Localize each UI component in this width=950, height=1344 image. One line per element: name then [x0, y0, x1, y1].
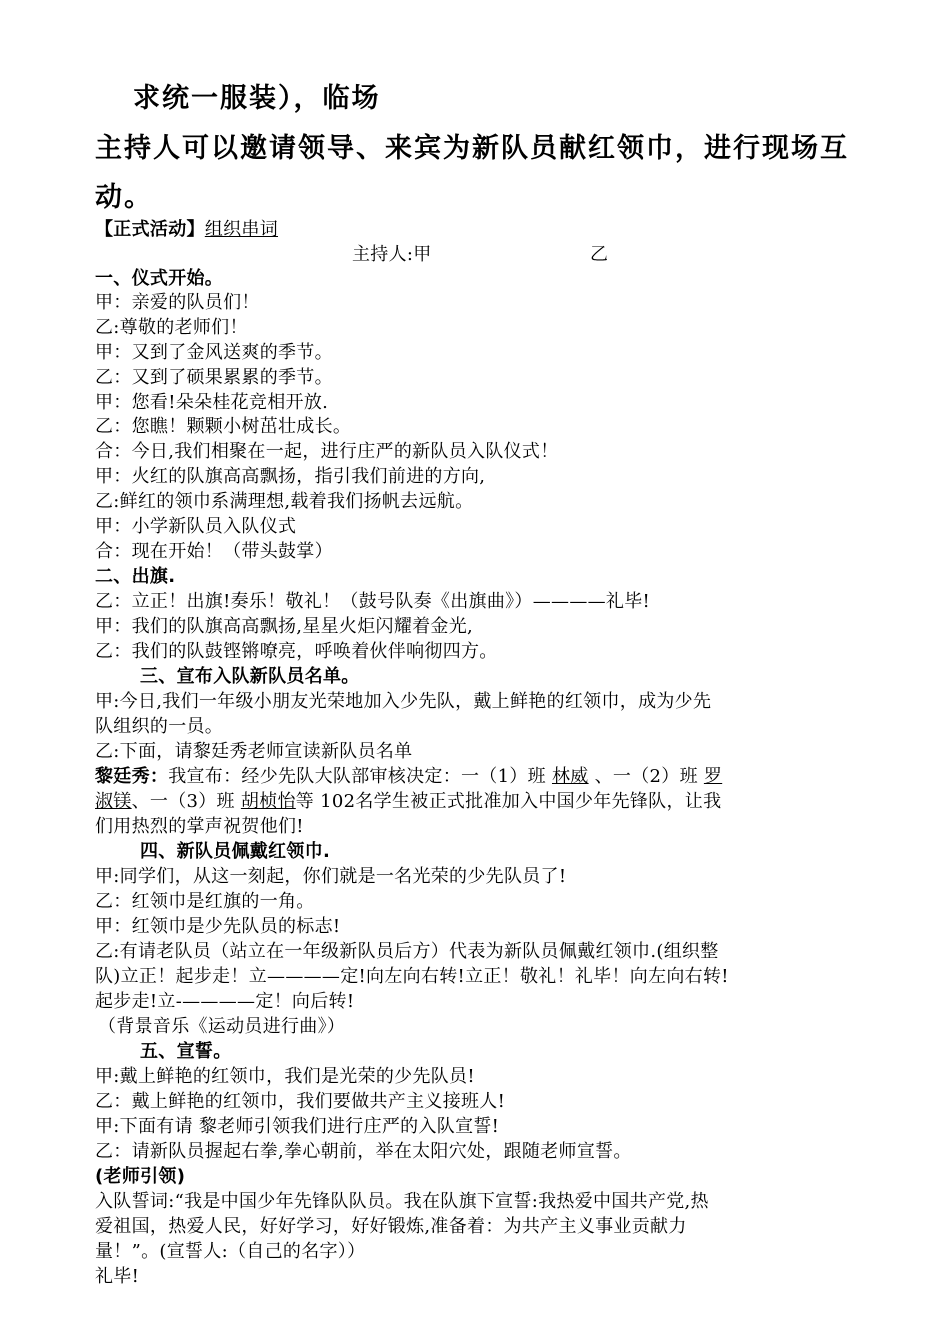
section-3-heading: 三、宣布入队新队员名单。	[140, 666, 360, 687]
section-4-heading: 四、新队员佩戴红领巾.	[140, 841, 331, 862]
speaker-name: 黎廷秀：	[95, 766, 169, 787]
s1-line: 合：现在开始！（带头鼓掌）	[95, 541, 333, 562]
s1-line: 甲：您看!朵朵桂花竞相开放.	[95, 392, 329, 413]
s4-line: 起步走!立-————定！向后转!	[95, 991, 355, 1012]
s2-line: 甲：我们的队旗高高飘扬,星星火炬闪耀着金光,	[95, 616, 474, 637]
announcement-text: 我宣布：经少先队大队部审核决定：一（1）班	[168, 766, 552, 787]
s3-line: 们用热烈的掌声祝贺他们!	[95, 816, 304, 837]
s1-line: 甲：又到了金风送爽的季节。	[95, 342, 333, 363]
announcement-text: 、一（2）班	[588, 766, 704, 787]
s1-line: 乙:鲜红的领巾系满理想,载着我们扬帆去远航。	[95, 491, 474, 512]
s5-line: 乙：戴上鲜艳的红领巾，我们要做共产主义接班人!	[95, 1091, 506, 1112]
s4-line: 队)立正！起步走！立————定!向左向右转!立正！敬礼！礼毕！向左向右转!	[95, 966, 729, 987]
announcement-text: 、一（3）班	[131, 791, 241, 812]
oath-line: 量！”。(宣誓人:（自己的名字））	[95, 1241, 366, 1262]
section-2-heading: 二、出旗.	[95, 566, 176, 587]
s1-line: 乙：又到了硕果累累的季节。	[95, 367, 333, 388]
activity-title: 组织串词	[204, 219, 279, 240]
s4-line: （背景音乐《运动员进行曲》）	[98, 1016, 346, 1037]
intro-line-1: 求统一服装），临场	[133, 83, 381, 114]
s2-line: 乙：立正！出旗!奏乐！敬礼！（鼓号队奏《出旗曲》）————礼毕!	[95, 591, 651, 612]
s5-line: 甲:下面有请 黎老师引领我们进行庄严的入队宣誓!	[95, 1116, 500, 1137]
oath-line: 爱祖国，热爱人民，好好学习，好好锻炼,准备着：为共产主义事业贡献力	[95, 1216, 687, 1237]
section-1-heading: 一、仪式开始。	[95, 268, 224, 289]
intro-line-2: 主持人可以邀请领导、来宾为新队员献红领巾，进行现场互	[95, 133, 849, 164]
s4-line: 乙：红领巾是红旗的一角。	[95, 891, 315, 912]
s1-line: 合：今日,我们相聚在一起，进行庄严的新队员入队仪式！	[95, 441, 559, 462]
student-name: 胡桢怡	[240, 791, 296, 812]
s1-line: 甲：小学新队员入队仪式	[95, 516, 297, 537]
student-name: 罗	[703, 766, 723, 787]
s4-line: 甲:同学们，从这一刻起，你们就是一名光荣的少先队员了!	[95, 866, 567, 887]
s4-line: 乙:有请老队员（站立在一年级新队员后方）代表为新队员佩戴红领巾.(组织整	[95, 941, 719, 962]
announcement-text: 等 102名学生被正式批准加入中国少年先锋队，让我	[295, 791, 722, 812]
host-b-label: 乙	[590, 244, 609, 265]
oath-line: 入队誓词:“我是中国少年先锋队队员。我在队旗下宣誓:我热爱中国共产党,热	[95, 1191, 709, 1212]
s1-line: 乙:尊敬的老师们！	[95, 317, 248, 338]
activity-heading	[95, 218, 278, 242]
s3-line: 队组织的一员。	[95, 716, 224, 737]
student-name: 林威	[551, 766, 589, 787]
announcement-line	[95, 790, 721, 814]
s5-line: 乙：请新队员握起右拳,拳心朝前，举在太阳穴处，跟随老师宣誓。	[95, 1141, 632, 1162]
s1-line: 甲：亲爱的队员们！	[95, 292, 260, 313]
s5-line: 甲:戴上鲜艳的红领巾，我们是光荣的少先队员!	[95, 1066, 475, 1087]
s2-line: 乙：我们的队鼓铿锵嘹亮，呼唤着伙伴响彻四方。	[95, 641, 498, 662]
activity-tag: 【正式活动】	[95, 219, 205, 240]
s3-line: 甲:今日,我们一年级小朋友光荣地加入少先队，戴上鲜艳的红领巾，成为少先	[95, 691, 712, 712]
section-5-heading: 五、宣誓。	[140, 1041, 232, 1062]
announcement-line	[95, 765, 722, 789]
hosts-label: 主持人:甲	[352, 244, 432, 265]
s4-line: 甲：红领巾是少先队员的标志!	[95, 916, 341, 937]
closing-line: 礼毕!	[95, 1266, 140, 1287]
s1-line: 甲：火红的队旗高高飘扬，指引我们前进的方向,	[95, 466, 486, 487]
s1-line: 乙：您瞧！颗颗小树茁壮成长。	[95, 416, 352, 437]
intro-line-3: 动。	[95, 182, 153, 213]
s3-line: 乙:下面，请黎廷秀老师宣读新队员名单	[95, 741, 413, 762]
student-name: 淑镁	[95, 791, 132, 812]
teacher-lead-label: (老师引领)	[95, 1166, 186, 1187]
